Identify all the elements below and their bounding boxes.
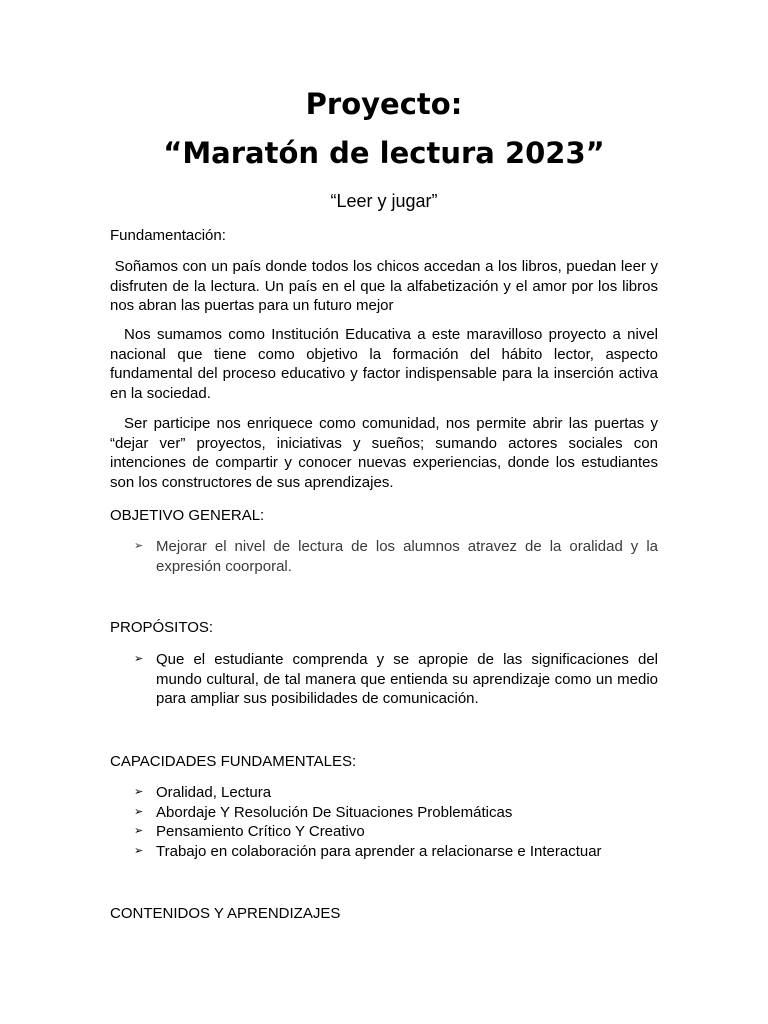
document-title: Proyecto: — [305, 87, 463, 121]
paragraph-dream: Soñamos con un país donde todos los chicos accedan a los libros, puedan leer y disfruten de la lectura. Un país en el que la alfabetización y el amor por los libros nos abran las puertas para un futuro mejor — [110, 258, 663, 315]
objetivo-heading: OBJETIVO GENERAL: — [110, 507, 265, 524]
arrow-bullet-icon: ➢ — [134, 844, 144, 857]
contenidos-heading: CONTENIDOS Y APRENDIZAJES — [110, 905, 341, 922]
project-name: “Maratón de lectura 2023” — [163, 136, 605, 170]
list-item — [134, 783, 658, 803]
arrow-bullet-icon: ➢ — [134, 786, 144, 798]
capacidades-list — [134, 783, 658, 861]
list-item-text: Oralidad, Lectura — [156, 784, 272, 801]
paragraph-community: Ser participe nos enriquece como comunidad, nos permite abrir las puertas y “dejar ver” proyectos, iniciativas y sueños; sumando actores sociales con intenciones de compartir y conocer nuevas experiencias, donde los estudiantes son los constructores de sus aprendizajes. — [110, 415, 658, 491]
arrow-bullet-icon: ➢ — [134, 805, 144, 818]
list-item-text: Abordaje Y Resolución De Situaciones Problemáticas — [156, 803, 513, 821]
list-item-text: Trabajo en colaboración para aprender a relacionarse e Interactuar — [156, 842, 602, 860]
arrow-bullet-icon: ➢ — [134, 653, 144, 665]
project-subtitle: “Leer y jugar” — [330, 191, 438, 211]
arrow-bullet-icon: ➢ — [134, 825, 144, 838]
list-item — [134, 803, 658, 823]
fundamentacion-heading: Fundamentación: — [110, 227, 226, 244]
objetivo-list — [134, 537, 658, 576]
list-item — [134, 650, 658, 709]
list-item-text: Pensamiento Crítico Y Creativo — [156, 823, 365, 841]
list-item — [134, 822, 658, 842]
list-item-text: Mejorar el nivel de lectura de los alumnos atravez de la oralidad y la expresión coorporal. — [156, 538, 658, 575]
propositos-heading: PROPÓSITOS: — [110, 619, 214, 636]
capacidades-heading: CAPACIDADES FUNDAMENTALES: — [110, 753, 357, 770]
list-item — [134, 842, 658, 862]
list-item — [134, 537, 658, 576]
propositos-list — [134, 650, 658, 709]
list-item-text: Que el estudiante comprenda y se apropie de las significaciones del mundo cultural, de tal manera que entienda su aprendizaje como un medio para ampliar sus posibilidades de comunicación. — [156, 651, 658, 708]
arrow-bullet-icon: ➢ — [134, 540, 144, 552]
paragraph-institution: Nos sumamos como Institución Educativa a este maravilloso proyecto a nivel nacional que tiene como objetivo la formación del hábito lector, aspecto fundamental del proceso educativo y factor indispensable para la inserción activa en la sociedad. — [110, 326, 658, 402]
